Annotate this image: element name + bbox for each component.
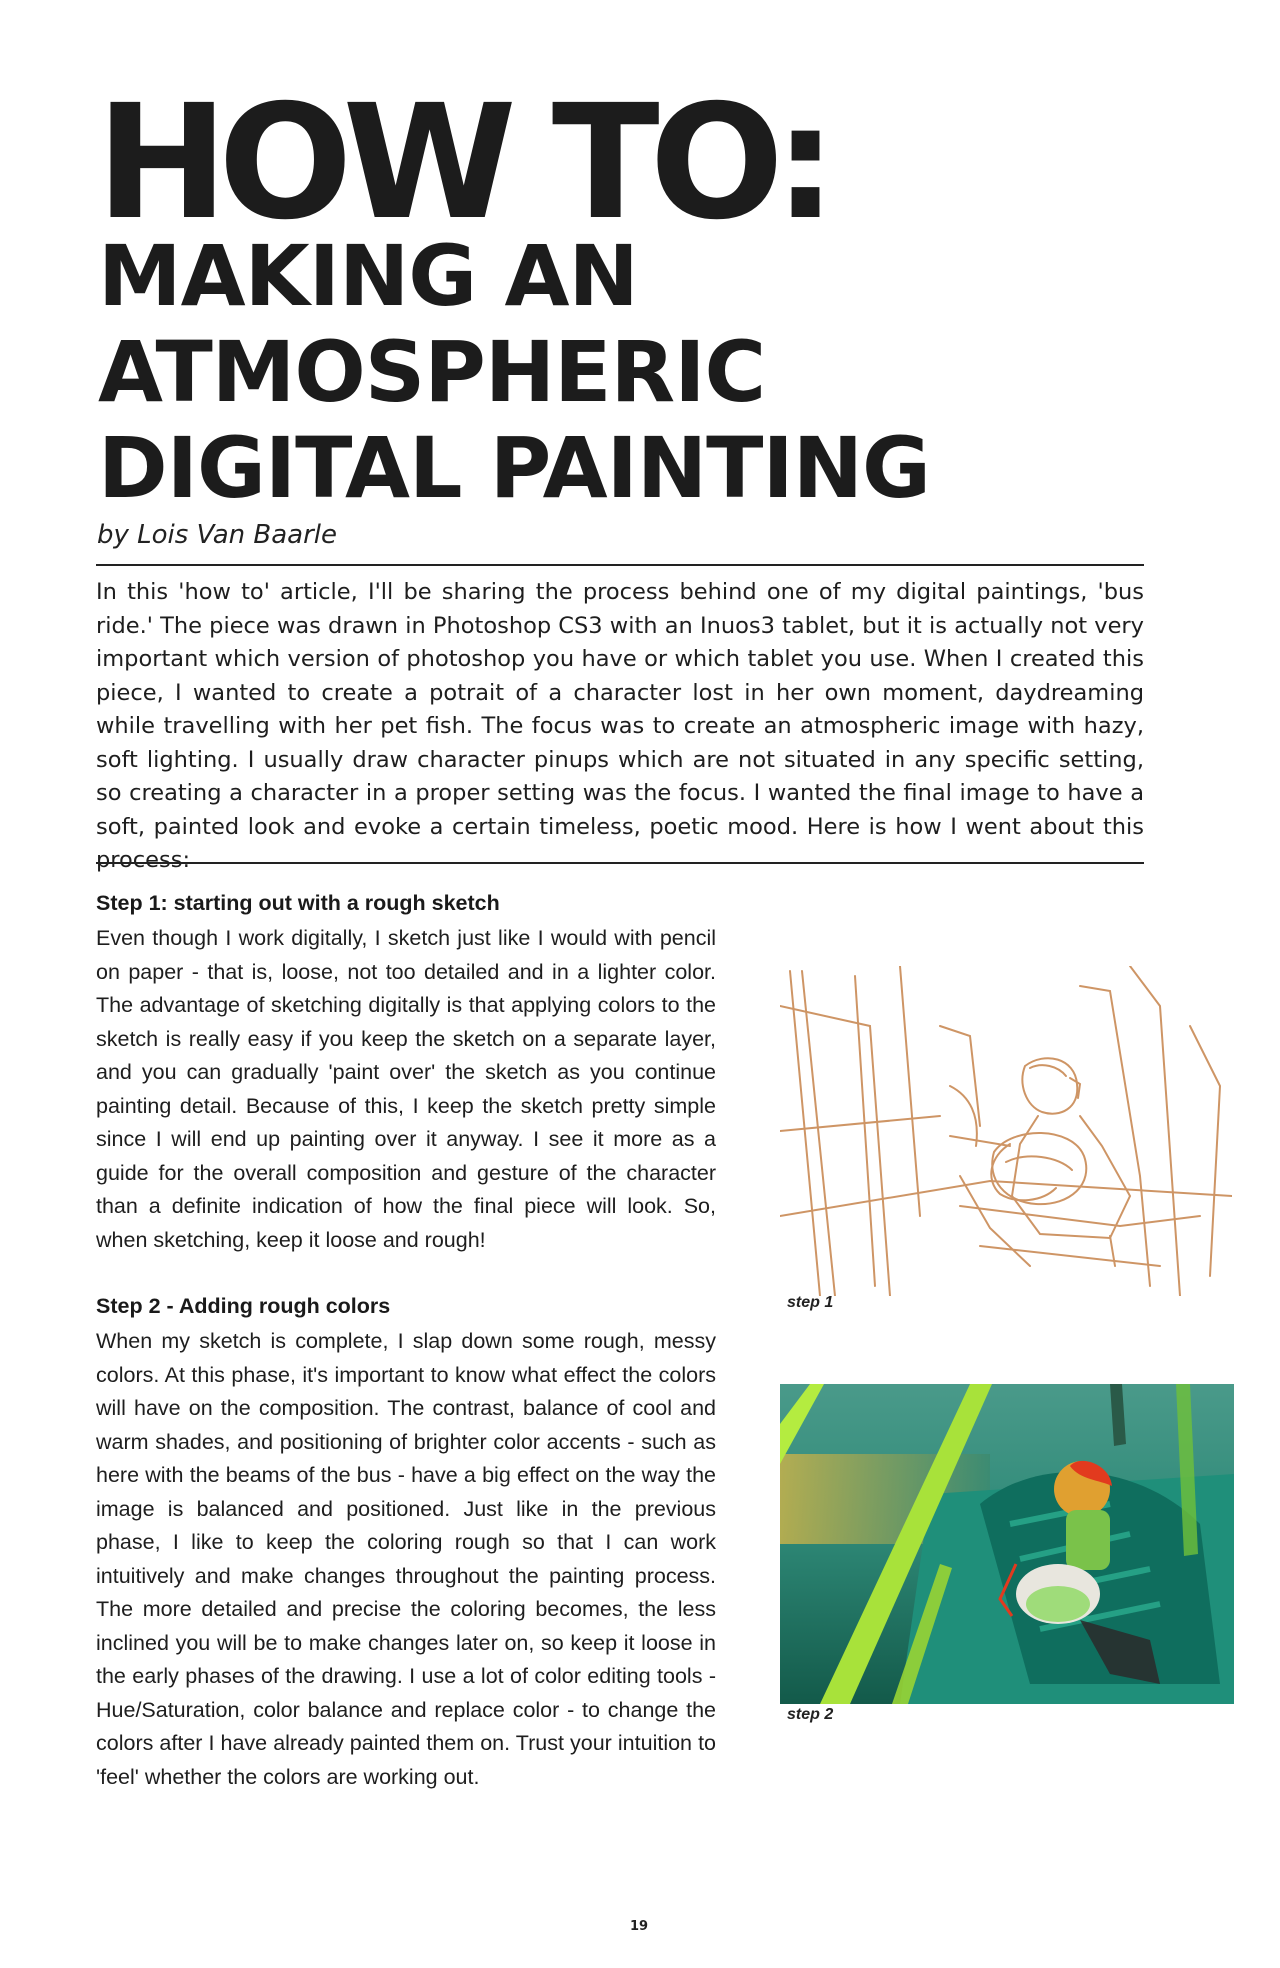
title-line: MAKING AN: [98, 227, 638, 325]
step-2-painting-image: [780, 1384, 1234, 1704]
step-1-caption: step 1: [787, 1294, 834, 1311]
title-line: ATMOSPHERIC: [98, 323, 766, 421]
intro-paragraph: In this 'how to' article, I'll be sharing the process behind one of my digital paintings, 'bus ride.' The piece was drawn in Photoshop CS3 with an Inuos3 tablet, but it is actually not very important which version of photoshop you have or which tablet you use. When I created this piece, I wanted to create a potrait of a character lost in her own moment, daydreaming while travelling with her pet fish. The focus was to create an atmospheric image with hazy, soft lighting. I usually draw character pinups which are not situated in any specific setting, so creating a character in a proper setting was the focus. I wanted the final image to have a soft, painted look and evoke a certain timeless, poetic mood. Here is how I went about this process:: [96, 579, 1144, 873]
top-divider: [96, 564, 1144, 566]
title-line: DIGITAL PAINTING: [98, 419, 930, 517]
sketch-illustration: [780, 966, 1232, 1296]
step-2-heading: Step 2 - Adding rough colors: [96, 1294, 391, 1318]
kicker-heading: HOW TO:: [96, 71, 828, 255]
painting-illustration: [780, 1384, 1234, 1704]
page-number: 19: [630, 1919, 649, 1934]
step-2-body: When my sketch is complete, I slap down some rough, messy colors. At this phase, it's important to know what effect the colors will have on the composition. The contrast, balance of cool and warm shades, and positioning of brighter color accents - such as here with the beams of the bus - have a big effect on the way the image is balanced and positioned. Just like in the previous phase, I like to keep the coloring rough so that I can work intuitively and make changes throughout the painting process. The more detailed and precise the coloring becomes, the less inclined you will be to make changes later on, so keep it loose in the early phases of the drawing. I use a lot of color editing tools - Hue/Saturation, color balance and replace color - to change the colors after I have already painted them on. Trust your intuition to 'feel' whether the colors are working out.: [96, 1329, 716, 1789]
step-2-caption: step 2: [787, 1706, 834, 1723]
article-title: [98, 228, 1158, 516]
step-1-body: Even though I work digitally, I sketch just like I would with pencil on paper - that is, loose, not too detailed and in a lighter color. The advantage of sketching digitally is that applying colors to the sketch is really easy if you keep the sketch on a separate layer, and you can gradually 'paint over' the sketch as you continue painting detail. Because of this, I keep the sketch pretty simple since I will end up painting over it anyway. I see it more as a guide for the overall composition and gesture of the character than a definite indication of how the final piece will look. So, when sketching, keep it loose and rough!: [96, 926, 716, 1252]
step-1-sketch-image: [780, 966, 1232, 1296]
intro-divider: [96, 862, 1144, 864]
steps-column: [96, 888, 716, 1794]
step-1-heading: Step 1: starting out with a rough sketch: [96, 891, 500, 915]
byline: by Lois Van Baarle: [97, 520, 337, 550]
